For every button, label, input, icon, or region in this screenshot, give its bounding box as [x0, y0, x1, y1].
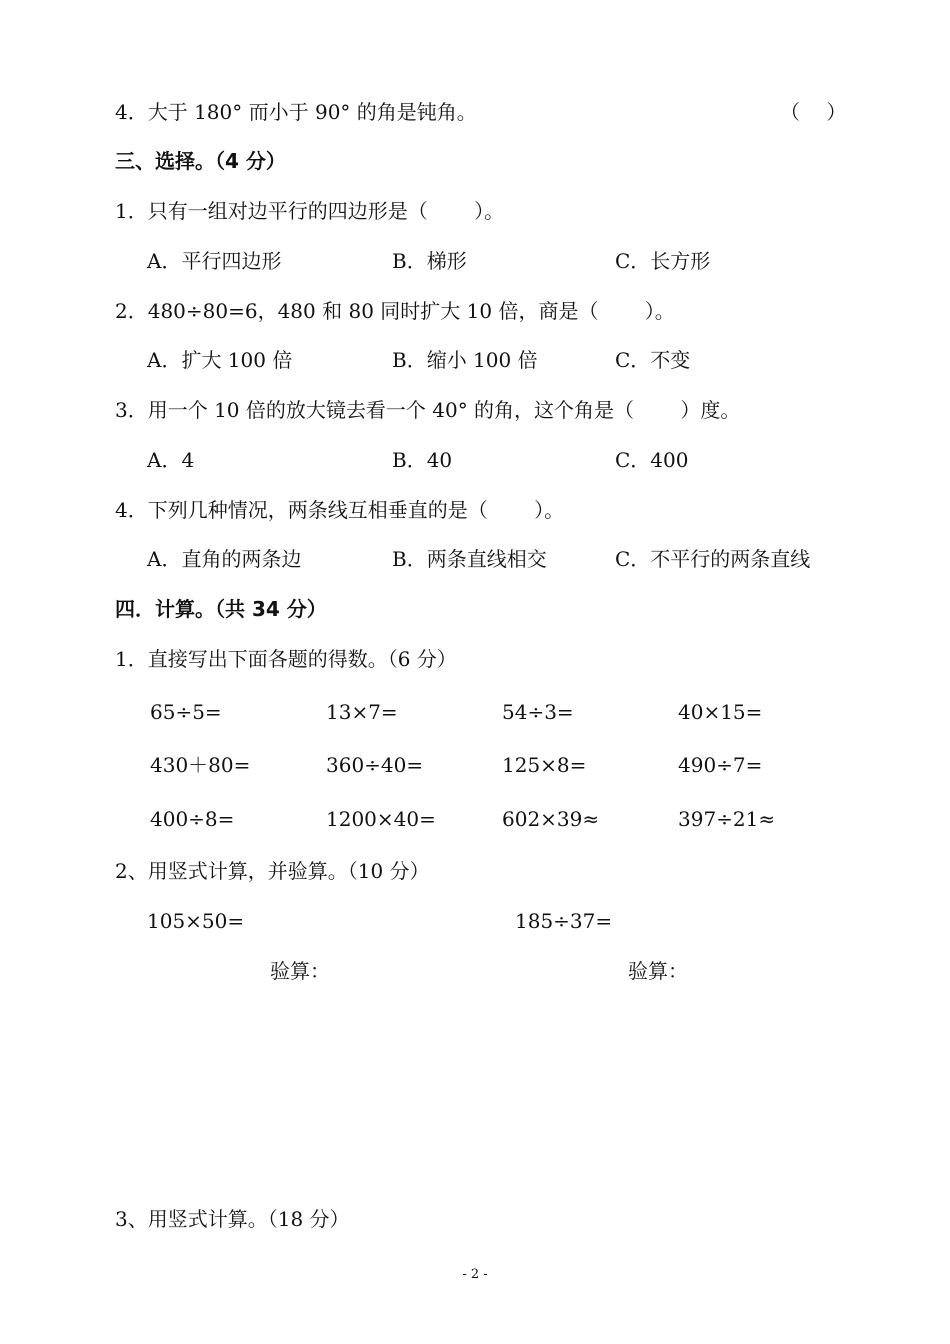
- option-c: C．不平行的两条直线: [615, 547, 811, 571]
- option-a: A．扩大 100 倍: [147, 348, 293, 372]
- calc-item: 65÷5=: [150, 700, 222, 724]
- calc-item: 397÷21≈: [678, 807, 776, 831]
- check-label-right: 验算：: [628, 959, 688, 983]
- option-c: C．不变: [615, 348, 691, 372]
- calc-item: 400÷8=: [150, 807, 235, 831]
- calc-item: 1200×40=: [326, 807, 436, 831]
- question-stem: 2．480÷80=6，480 和 80 同时扩大 10 倍，商是（ ）。: [115, 299, 675, 323]
- calc-item: 360÷40=: [326, 753, 424, 777]
- option-c: C．400: [615, 448, 689, 472]
- calc-item: 13×7=: [326, 700, 398, 724]
- section-heading: 三、选择。（4 分）: [115, 149, 286, 173]
- vertical-calc-left: 105×50=: [147, 909, 245, 933]
- judge-q4-answer-blank: （ ）: [780, 100, 847, 124]
- option-c: C．长方形: [615, 249, 711, 273]
- question-stem: 1．直接写出下面各题的得数。（6 分）: [115, 647, 457, 671]
- option-a: A．直角的两条边: [147, 547, 302, 571]
- option-b: B．两条直线相交: [392, 547, 547, 571]
- option-b: B．缩小 100 倍: [392, 348, 538, 372]
- calc-item: 602×39≈: [502, 807, 600, 831]
- question-stem: 4．下列几种情况，两条线互相垂直的是（ ）。: [115, 498, 565, 522]
- calc-item: 490÷7=: [678, 753, 763, 777]
- option-a: A．平行四边形: [147, 249, 282, 273]
- option-a: A．4: [147, 448, 195, 472]
- check-label-left: 验算：: [270, 959, 330, 983]
- page-number: - 2 -: [462, 1267, 488, 1282]
- question-stem: 2、用竖式计算，并验算。（10 分）: [115, 859, 430, 883]
- calc-item: 125×8=: [502, 753, 587, 777]
- option-b: B．40: [392, 448, 453, 472]
- option-b: B．梯形: [392, 249, 467, 273]
- question-stem: 3、用竖式计算。（18 分）: [115, 1207, 350, 1231]
- vertical-calc-right: 185÷37=: [515, 909, 613, 933]
- question-stem: 3．用一个 10 倍的放大镜去看一个 40° 的角，这个角是（ ）度。: [115, 398, 741, 422]
- question-stem: 1．只有一组对边平行的四边形是（ ）。: [115, 199, 505, 223]
- section-heading: 四．计算。（共 34 分）: [115, 597, 327, 621]
- calc-item: 40×15=: [678, 700, 763, 724]
- judge-q4-text: 4．大于 180° 而小于 90° 的角是钝角。: [115, 100, 477, 124]
- calc-item: 430＋80=: [150, 753, 251, 777]
- calc-item: 54÷3=: [502, 700, 574, 724]
